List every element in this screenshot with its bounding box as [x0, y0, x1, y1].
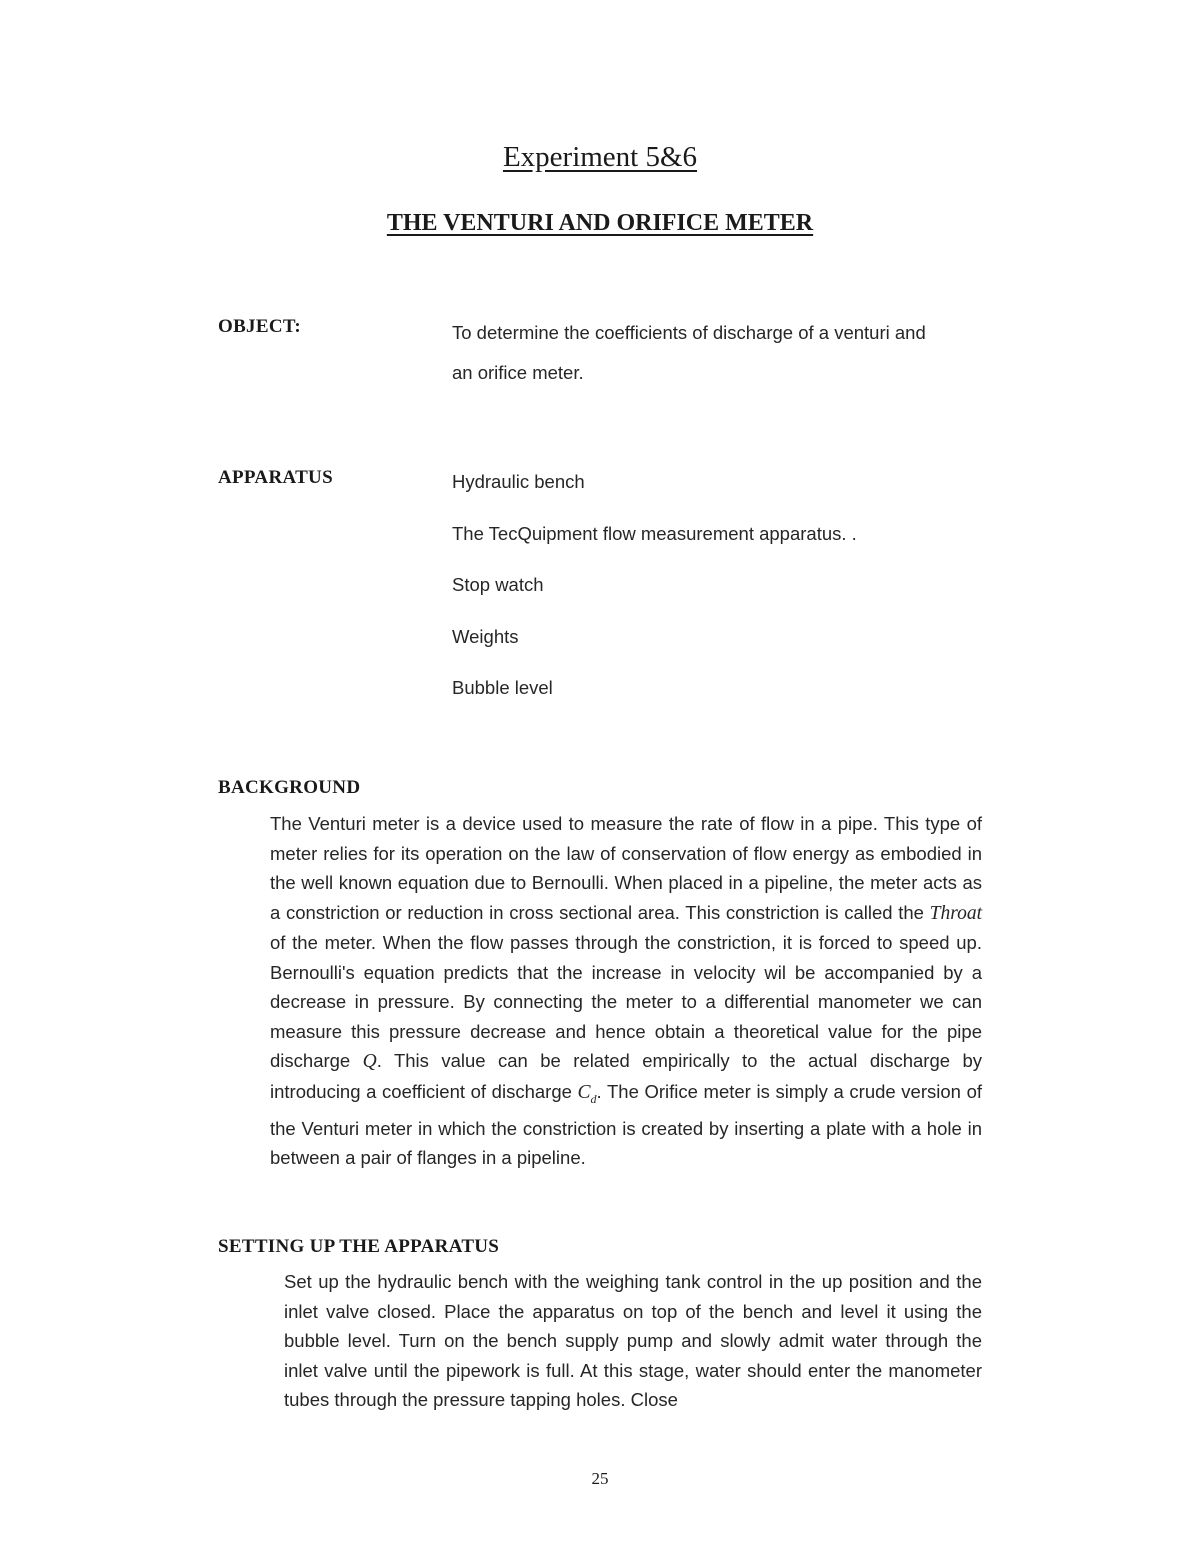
- apparatus-list: [452, 468, 857, 726]
- apparatus-item: Weights: [452, 625, 519, 647]
- object-text: [452, 313, 992, 393]
- page-number: 25: [591, 1469, 609, 1488]
- background-text-2: of the meter. When the flow passes through the constriction, it is forced to speed up. Bernoulli's equation predicts that the increase in velocity wil be accompanied by a decrease in pressure. By connecting the meter to a differential manometer we can measure this pressure decrease and hence obtain a theoretical value for the pipe discharge: [270, 932, 982, 1071]
- background-text-1: The Venturi meter is a device used to measure the rate of flow in a pipe. This type of meter relies for its operation on the law of conservation of flow energy as embodied in the well known equation due to Bernoulli. When placed in a pipeline, the meter acts as a constriction or reduction in cross sectional area. This constriction is called the: [270, 813, 982, 923]
- background-text-3: . This value can be related empirically to the actual discharge by introducing a coefficient of discharge: [270, 1050, 982, 1102]
- object-line-1: To determine the coefficients of discharge of a venturi and: [452, 322, 926, 343]
- throat-term: Throat: [929, 902, 982, 924]
- apparatus-item: Stop watch: [452, 574, 544, 595]
- setup-heading: SETTING UP THE APPARATUS: [218, 1236, 500, 1257]
- coefficient-base: C: [577, 1081, 591, 1103]
- object-line-2: an orifice meter.: [452, 362, 584, 383]
- apparatus-label: APPARATUS: [218, 467, 333, 488]
- background-heading: BACKGROUND: [218, 777, 361, 798]
- background-paragraph: [270, 809, 982, 1173]
- apparatus-item: Hydraulic bench: [452, 471, 585, 492]
- object-label: OBJECT:: [218, 316, 302, 337]
- main-title: THE VENTURI AND ORIFICE METER: [386, 210, 814, 236]
- experiment-title: Experiment 5&6: [502, 141, 698, 173]
- background-text-4: . The Orifice meter is simply a crude version of the Venturi meter in which the constriction is created by inserting a plate with a hole in between a pair of flanges in a pipeline.: [270, 1080, 982, 1169]
- setup-paragraph: Set up the hydraulic bench with the weighing tank control in the up position and the inlet valve closed. Place the apparatus on top of the bench and level it using the bubble level. Turn on the bench supply pump and slowly admit water through the inlet valve until the pipework is full. At this stage, water should enter the manometer tubes through the pressure tapping holes. Close: [284, 1271, 982, 1410]
- coefficient-symbol: [577, 1081, 597, 1106]
- apparatus-item: Bubble level: [452, 677, 553, 698]
- apparatus-item: The TecQuipment flow measurement apparatus. .: [452, 522, 857, 544]
- discharge-symbol: Q: [362, 1051, 377, 1072]
- coefficient-subscript: d: [590, 1091, 597, 1106]
